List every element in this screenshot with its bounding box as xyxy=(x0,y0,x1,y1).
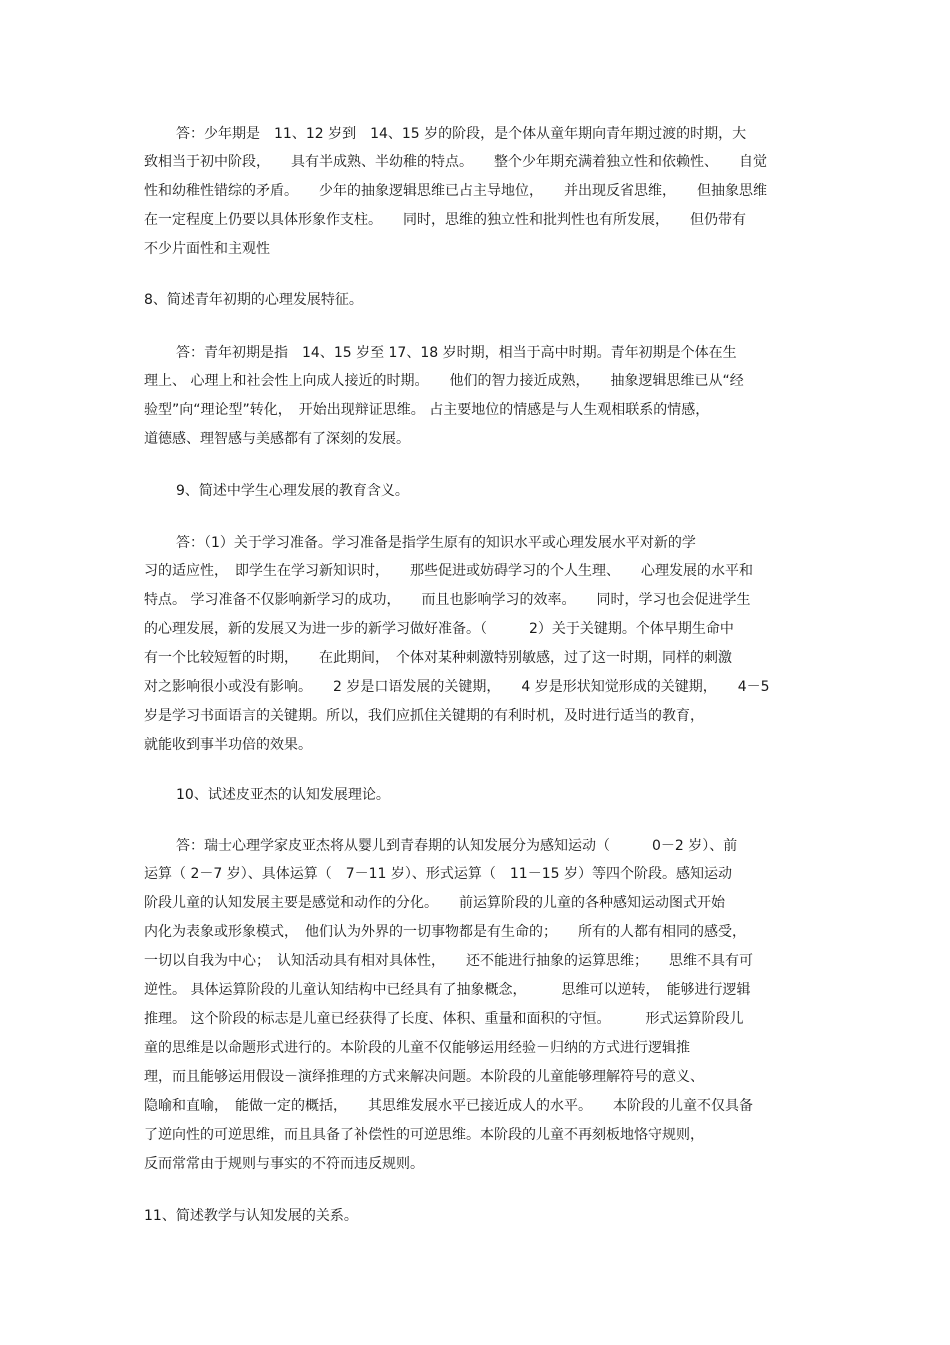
answer-line: 隐喻和直喻， 能做一定的概括， 其思维发展水平已接近成人的水平。 本阶段的儿童不仅具备 xyxy=(144,1098,753,1114)
answer-line: 阶段儿童的认知发展主要是感觉和动作的分化。 前运算阶段的儿童的各种感知运动图式开始 xyxy=(144,895,725,911)
answer-line: 理上、 心理上和社会性上向成人接近的时期。 他们的智力接近成熟， 抽象逻辑思维已从“经 xyxy=(144,373,744,389)
answer-line: 习的适应性， 即学生在学习新知识时， 那些促进或妨碍学习的个人生理、 心理发展的水平和 xyxy=(144,563,753,579)
answer-line: 的心理发展，新的发展又为进一步的新学习做好准备。（ 2）关于关键期。个体早期生命中 xyxy=(144,621,734,637)
question-11-title: 11、简述教学与认知发展的关系。 xyxy=(144,1208,358,1224)
question-9-title: 9、简述中学生心理发展的教育含义。 xyxy=(176,483,409,499)
answer-line: 特点。 学习准备不仅影响新学习的成功， 而且也影响学习的效率。 同时，学习也会促进学生 xyxy=(144,592,751,608)
question-10-title: 10、试述皮亚杰的认知发展理论。 xyxy=(176,787,390,803)
answer-line: 反而常常由于规则与事实的不符而违反规则。 xyxy=(144,1156,424,1172)
answer-line: 致相当于初中阶段， 具有半成熟、半幼稚的特点。 整个少年期充满着独立性和依赖性、 自觉 xyxy=(144,154,767,170)
answer-line: 答：青年初期是指 14、15 岁至 17、18 岁时期，相当于高中时期。青年初期是个体在生 xyxy=(176,345,737,361)
answer-line: 理，而且能够运用假设－演绎推理的方式来解决问题。本阶段的儿童能够理解符号的意义、 xyxy=(144,1069,704,1085)
answer-line: 道德感、理智感与美感都有了深刻的发展。 xyxy=(144,431,410,447)
answer-line: 了逆向性的可逆思维，而且具备了补偿性的可逆思维。本阶段的儿童不再刻板地恪守规则， xyxy=(144,1127,704,1143)
answer-line: 就能收到事半功倍的效果。 xyxy=(144,737,312,753)
answer-line: 性和幼稚性错综的矛盾。 少年的抽象逻辑思维已占主导地位， 并出现反省思维， 但抽象思维 xyxy=(144,183,767,199)
answer-line: 推理。 这个阶段的标志是儿童已经获得了长度、体积、重量和面积的守恒。 形式运算阶段儿 xyxy=(144,1011,744,1027)
answer-line: 有一个比较短暂的时期， 在此期间， 个体对某种刺激特别敏感，过了这一时期，同样的刺激 xyxy=(144,650,732,666)
answer-line: 对之影响很小或没有影响。 2 岁是口语发展的关键期， 4 岁是形状知觉形成的关键期， 4－5 xyxy=(144,679,770,695)
answer-line: 岁是学习书面语言的关键期。所以，我们应抓住关键期的有利时机，及时进行适当的教育， xyxy=(144,708,704,724)
question-8-title: 8、简述青年初期的心理发展特征。 xyxy=(144,292,363,308)
answer-line: 一切以自我为中心； 认知活动具有相对具体性， 还不能进行抽象的运算思维； 思维不具有可 xyxy=(144,953,753,969)
answer-line: 答：瑞士心理学家皮亚杰将从婴儿到青春期的认知发展分为感知运动（ 0－2 岁）、前 xyxy=(176,838,738,854)
answer-line: 答：少年期是 11、12 岁到 14、15 岁的阶段，是个体从童年期向青年期过渡的时期，大 xyxy=(176,126,747,142)
answer-line: 不少片面性和主观性 xyxy=(144,241,270,257)
answer-line: 逆性。 具体运算阶段的儿童认知结构中已经具有了抽象概念， 思维可以逆转， 能够进行逻辑 xyxy=(144,982,751,998)
answer-line: 答：（1）关于学习准备。学习准备是指学生原有的知识水平或心理发展水平对新的学 xyxy=(176,535,696,551)
answer-line: 验型”向“理论型”转化， 开始出现辩证思维。 占主要地位的情感是与人生观相联系的情感， xyxy=(144,402,710,418)
answer-line: 童的思维是以命题形式进行的。本阶段的儿童不仅能够运用经验－归纳的方式进行逻辑推 xyxy=(144,1040,690,1056)
answer-line: 运算（ 2－7 岁）、具体运算（ 7－11 岁）、形式运算（ 11－15 岁）等四个阶段。感知运动 xyxy=(144,866,732,882)
answer-line: 在一定程度上仍要以具体形象作支柱。 同时，思维的独立性和批判性也有所发展， 但仍带有 xyxy=(144,212,746,228)
answer-line: 内化为表象或形象模式， 他们认为外界的一切事物都是有生命的； 所有的人都有相同的感受， xyxy=(144,924,746,940)
